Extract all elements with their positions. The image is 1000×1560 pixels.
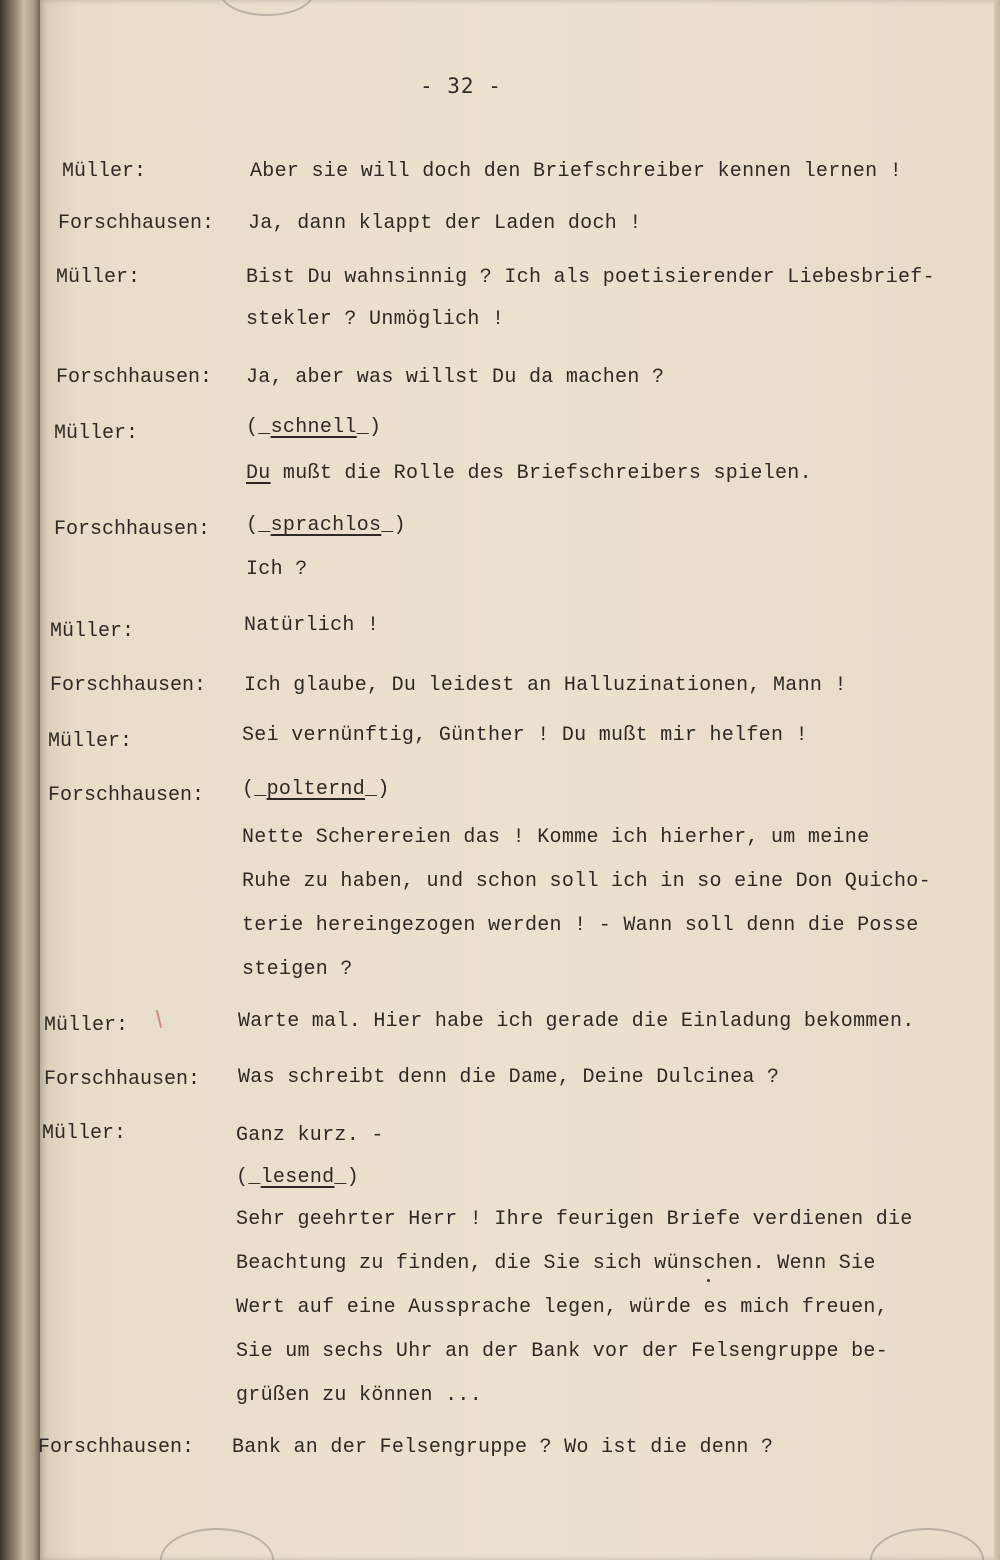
dialogue-line: Bist Du wahnsinnig ? Ich als poetisierender Liebesbrief-	[246, 266, 935, 289]
speaker-name: Müller:	[54, 422, 139, 445]
dialogue-line: steigen ?	[242, 958, 353, 981]
dialogue-line: Bank an der Felsengruppe ? Wo ist die denn ?	[232, 1436, 774, 1459]
speaker-name: Forschhausen:	[50, 674, 207, 697]
pencil-mark	[156, 1010, 162, 1028]
stage-direction: (_polternd_)	[242, 778, 390, 801]
dialogue-line: Wert auf eine Aussprache legen, würde es mich freuen,	[236, 1296, 889, 1319]
dialogue-line: Ganz kurz. -	[236, 1124, 384, 1147]
dialogue-line: Was schreibt denn die Dame, Deine Dulcinea ?	[238, 1066, 780, 1089]
ink-dot	[707, 1279, 710, 1282]
dialogue-line: Sehr geehrter Herr ! Ihre feurigen Briefe verdienen die	[236, 1208, 913, 1231]
dialogue-line	[246, 462, 812, 485]
clip-shadow	[220, 0, 314, 16]
dialogue-line: terie hereingezogen werden ! - Wann soll denn die Posse	[242, 914, 919, 937]
speaker-name: Müller:	[44, 1014, 129, 1037]
stage-direction: (_lesend_)	[236, 1166, 360, 1189]
dialogue-line: Ruhe zu haben, und schon soll ich in so eine Don Quicho-	[242, 870, 931, 893]
speaker-name: Müller:	[62, 160, 147, 183]
clip-shadow	[160, 1528, 274, 1560]
dialogue-line: Beachtung zu finden, die Sie sich wünschen. Wenn Sie	[236, 1252, 876, 1275]
stage-direction: (_sprachlos_)	[246, 514, 406, 537]
speaker-name: Müller:	[50, 620, 135, 643]
dialogue-line: Sie um sechs Uhr an der Bank vor der Felsengruppe be-	[236, 1340, 889, 1363]
stage-direction-text: polternd	[266, 778, 366, 801]
stage-direction-text: schnell	[270, 416, 357, 439]
speaker-name: Forschhausen:	[56, 366, 213, 389]
speaker-name: Müller:	[42, 1122, 127, 1145]
typescript-page	[40, 0, 1000, 1560]
dialogue-line: grüßen zu können ...	[236, 1384, 483, 1407]
dialogue-line: Warte mal. Hier habe ich gerade die Einladung bekommen.	[238, 1010, 915, 1033]
dialogue-line-rest: mußt die Rolle des Briefschreibers spielen.	[282, 462, 812, 485]
speaker-name: Forschhausen:	[48, 784, 205, 807]
dialogue-line: Natürlich !	[244, 614, 380, 637]
speaker-name: Forschhausen:	[54, 518, 211, 541]
dialogue-line: Ja, aber was willst Du da machen ?	[246, 366, 665, 389]
stage-direction-text: lesend	[260, 1166, 335, 1189]
speaker-name: Müller:	[56, 266, 141, 289]
dialogue-line: Sei vernünftig, Günther ! Du mußt mir helfen !	[242, 724, 808, 747]
speaker-name: Müller:	[48, 730, 133, 753]
speaker-name: Forschhausen:	[44, 1068, 201, 1091]
stage-direction-text: sprachlos	[270, 514, 382, 537]
book-binding	[0, 0, 40, 1560]
stage-direction: (_schnell_)	[246, 416, 382, 439]
dialogue-line: stekler ? Unmöglich !	[246, 308, 505, 331]
dialogue-line: Nette Scherereien das ! Komme ich hierher, um meine	[242, 826, 870, 849]
emphasized-word: Du	[246, 462, 271, 485]
speaker-name: Forschhausen:	[58, 212, 215, 235]
dialogue-line: Aber sie will doch den Briefschreiber kennen lernen !	[250, 160, 903, 183]
dialogue-line: Ich ?	[246, 558, 308, 581]
page-number: - 32 -	[420, 74, 502, 98]
speaker-name: Forschhausen:	[38, 1436, 195, 1459]
page-edge	[994, 0, 1000, 1560]
dialogue-line: Ja, dann klappt der Laden doch !	[248, 212, 642, 235]
clip-shadow	[870, 1528, 984, 1560]
dialogue-line: Ich glaube, Du leidest an Halluzinationen, Mann !	[244, 674, 847, 697]
